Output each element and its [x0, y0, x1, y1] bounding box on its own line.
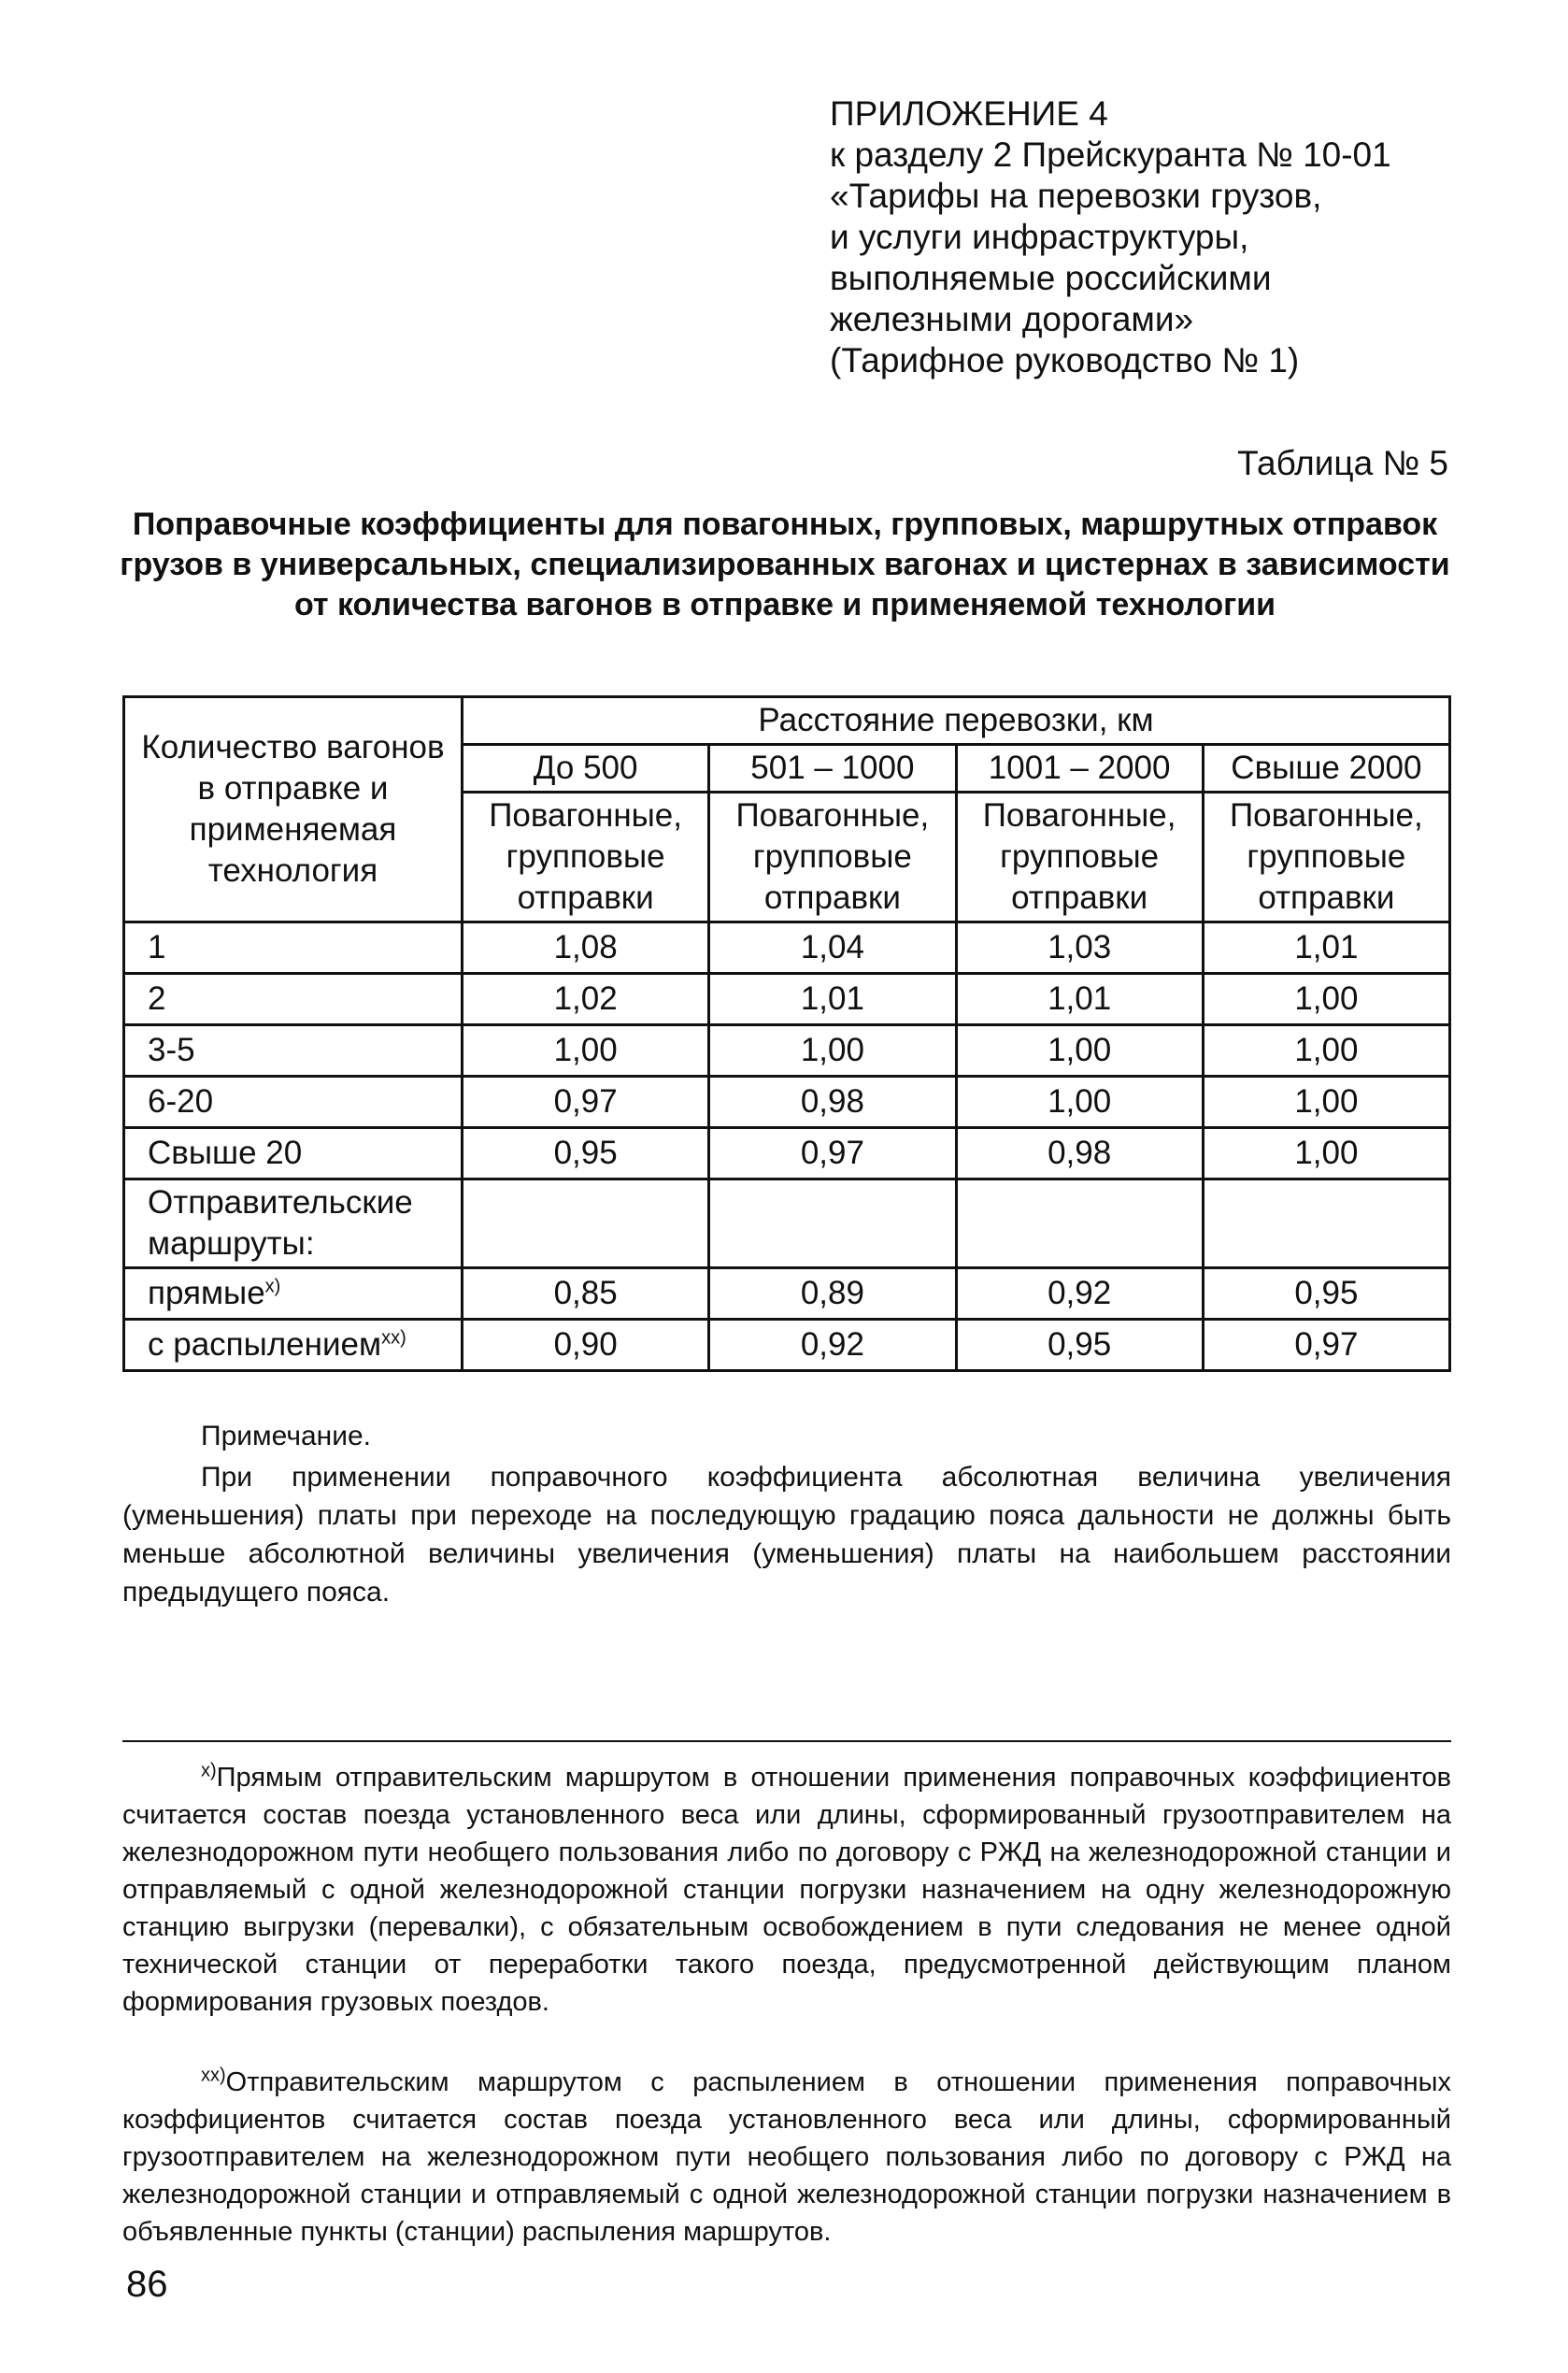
value-cell — [709, 1179, 956, 1268]
type-header-cell: Повагонные, групповые отправки — [1203, 793, 1449, 922]
value-cell: 0,95 — [956, 1320, 1203, 1371]
row-label: 2 — [124, 974, 463, 1025]
note-heading: Примечание. — [201, 1421, 371, 1451]
row-label: Отправительские маршруты: — [124, 1179, 463, 1268]
table-row — [124, 1025, 1450, 1077]
appendix-line: к разделу 2 Прейскуранта № 10-01 — [830, 136, 1391, 174]
row-label: 3-5 — [124, 1025, 463, 1077]
table-row — [124, 1268, 1450, 1320]
footnote — [122, 1759, 1451, 2021]
range-header-cell: 501 – 1000 — [709, 745, 956, 793]
value-cell: 1,00 — [956, 1025, 1203, 1077]
row-label-cell — [124, 1320, 463, 1371]
value-cell: 0,97 — [463, 1077, 709, 1128]
value-cell: 0,98 — [956, 1128, 1203, 1179]
value-cell: 0,92 — [709, 1320, 956, 1371]
value-cell: 1,01 — [956, 974, 1203, 1025]
value-cell: 1,00 — [1203, 1025, 1449, 1077]
appendix-line: выполняемые российскими — [830, 259, 1272, 297]
value-cell: 0,95 — [463, 1128, 709, 1179]
table-row — [124, 1128, 1450, 1179]
appendix-line: и услуги инфраструктуры, — [830, 218, 1249, 256]
value-cell: 1,04 — [709, 922, 956, 974]
value-cell: 1,00 — [709, 1025, 956, 1077]
value-cell: 1,08 — [463, 922, 709, 974]
coefficients-table — [122, 695, 1451, 1372]
row-header-cell: Количество вагонов в отправке и применяемая технология — [124, 697, 463, 922]
table-row — [124, 1179, 1450, 1268]
range-header-cell: До 500 — [463, 745, 709, 793]
value-cell — [463, 1179, 709, 1268]
value-cell — [956, 1179, 1203, 1268]
appendix-line: (Тарифное руководство № 1) — [830, 341, 1300, 379]
appendix-line: ПРИЛОЖЕНИЕ 4 — [830, 94, 1108, 133]
range-header-cell: Свыше 2000 — [1203, 745, 1449, 793]
value-cell: 1,00 — [1203, 974, 1449, 1025]
table-row — [124, 922, 1450, 974]
value-cell: 0,97 — [1203, 1320, 1449, 1371]
footnote-text: Прямым отправительским маршрутом в отношении применения поправочных коэффициентов считается состав поезда установленного веса или длины, сформированный грузоотправителем на железнодорожном пути необщего пользования либо по договору с РЖД на железнодорожной станции и отправляемый с одной железнодорожной станции погрузки назначением на одну железнодорожную станцию выгрузки (перевалки), с обязательным освобождением в пути следования не менее одной технической станции от переработки такого поезда, предусмотренной действующим планом формирования грузовых поездов. — [122, 1763, 1451, 2017]
value-cell: 0,85 — [463, 1268, 709, 1320]
table-row — [124, 1077, 1450, 1128]
value-cell: 1,00 — [1203, 1077, 1449, 1128]
value-cell: 1,00 — [956, 1077, 1203, 1128]
range-header-cell: 1001 – 2000 — [956, 745, 1203, 793]
row-label-cell — [124, 1268, 463, 1320]
table-row — [124, 974, 1450, 1025]
footnote-marker: x) — [201, 1760, 217, 1781]
page-number: 86 — [126, 2264, 168, 2305]
row-label: Свыше 20 — [124, 1128, 463, 1179]
value-cell: 0,92 — [956, 1268, 1203, 1320]
footnote-marker: x) — [264, 1276, 281, 1297]
value-cell: 0,89 — [709, 1268, 956, 1320]
value-cell: 1,03 — [956, 922, 1203, 974]
type-header-cell: Повагонные, групповые отправки — [709, 793, 956, 922]
appendix-line: железными дорогами» — [830, 300, 1194, 338]
table-title: Поправочные коэффициенты для повагонных, групповых, маршрутных отправок грузов в универсальных, специализированных вагонах и цистернах в зависимости от количества вагонов в отправке и применяемой технологии — [120, 507, 1450, 622]
row-label: прямые — [148, 1275, 265, 1311]
footnote-marker: xx) — [381, 1327, 406, 1349]
footnote-marker: xx) — [201, 2065, 226, 2086]
value-cell — [1203, 1179, 1449, 1268]
row-label: 1 — [124, 922, 463, 974]
note-text: При применении поправочного коэффициента абсолютная величина увеличения (уменьшения) платы при переходе на последующую градацию пояса дальности не должны быть меньше абсолютной величины увеличения (уменьшения) платы на наибольшем расстоянии предыдущего пояса. — [122, 1462, 1451, 1608]
row-label: с распылением — [148, 1326, 382, 1363]
value-cell: 1,00 — [1203, 1128, 1449, 1179]
table-row — [124, 1320, 1450, 1371]
appendix-line: «Тарифы на перевозки грузов, — [830, 177, 1322, 215]
type-header-cell: Повагонные, групповые отправки — [956, 793, 1203, 922]
footnote — [122, 2064, 1451, 2251]
value-cell: 0,90 — [463, 1320, 709, 1371]
value-cell: 1,01 — [1203, 922, 1449, 974]
value-cell: 0,95 — [1203, 1268, 1449, 1320]
type-header-cell: Повагонные, групповые отправки — [463, 793, 709, 922]
appendix-header — [830, 93, 1484, 381]
distance-header-cell: Расстояние перевозки, км — [463, 697, 1450, 745]
table-number: Таблица № 5 — [1237, 444, 1448, 482]
value-cell: 1,00 — [463, 1025, 709, 1077]
footnote-divider — [122, 1740, 1451, 1742]
row-label: 6-20 — [124, 1077, 463, 1128]
value-cell: 0,98 — [709, 1077, 956, 1128]
value-cell: 0,97 — [709, 1128, 956, 1179]
footnote-text: Отправительским маршрутом с распылением в отношении применения поправочных коэффициентов считается состав поезда установленного веса или длины, сформированный грузоотправителем на железнодорожном пути необщего пользования либо по договору с РЖД на железнодорожной станции и отправляемый с одной железнодорожной станции погрузки назначением в объявленные пункты (станции) распыления маршрутов. — [122, 2067, 1451, 2247]
value-cell: 1,02 — [463, 974, 709, 1025]
value-cell: 1,01 — [709, 974, 956, 1025]
